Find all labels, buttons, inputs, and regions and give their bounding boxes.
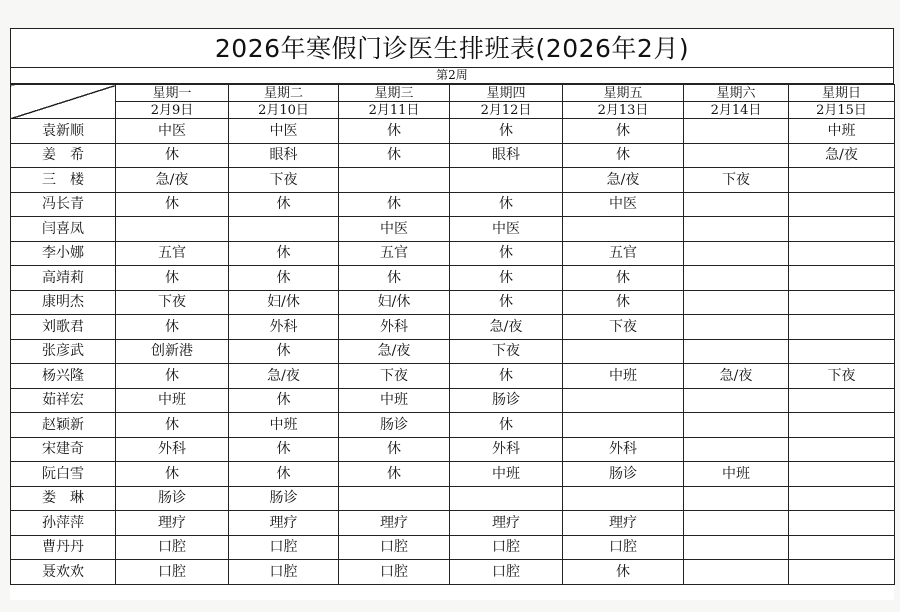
table-row (11, 560, 895, 585)
shift-cell (789, 388, 895, 413)
shift-cell (684, 486, 789, 511)
shift-cell: 外科 (563, 437, 684, 462)
shift-cell (684, 535, 789, 560)
shift-cell: 妇/休 (339, 290, 450, 315)
shift-cell (684, 511, 789, 536)
shift-cell: 休 (229, 462, 339, 487)
shift-cell: 急/夜 (789, 143, 895, 168)
shift-cell (563, 388, 684, 413)
shift-cell: 中班 (450, 462, 563, 487)
doctor-name: 孙萍萍 (11, 511, 116, 536)
shift-cell (684, 119, 789, 144)
shift-cell: 休 (229, 339, 339, 364)
shift-cell: 肠诊 (116, 486, 229, 511)
doctor-name: 杨兴隆 (11, 364, 116, 389)
shift-cell: 休 (450, 413, 563, 438)
shift-cell (563, 413, 684, 438)
table-row (11, 339, 895, 364)
shift-cell (789, 462, 895, 487)
shift-cell (684, 437, 789, 462)
shift-cell (563, 217, 684, 242)
shift-cell (339, 486, 450, 511)
doctor-name: 阮白雪 (11, 462, 116, 487)
weekday-header: 星期六 (684, 85, 789, 102)
table-row (11, 241, 895, 266)
shift-cell: 口腔 (229, 560, 339, 585)
shift-cell: 休 (450, 119, 563, 144)
shift-cell (684, 143, 789, 168)
weekday-header: 星期四 (450, 85, 563, 102)
shift-cell (789, 217, 895, 242)
shift-cell: 下夜 (789, 364, 895, 389)
shift-cell: 口腔 (563, 535, 684, 560)
shift-cell: 肠诊 (229, 486, 339, 511)
table-row (11, 486, 895, 511)
weekday-header: 星期日 (789, 85, 895, 102)
doctor-name: 聂欢欢 (11, 560, 116, 585)
shift-cell: 下夜 (684, 168, 789, 193)
shift-cell: 肠诊 (450, 388, 563, 413)
shift-cell: 中医 (116, 119, 229, 144)
shift-cell: 理疗 (229, 511, 339, 536)
corner-cell (11, 85, 116, 119)
shift-cell: 休 (229, 388, 339, 413)
shift-cell: 休 (563, 119, 684, 144)
shift-cell: 下夜 (229, 168, 339, 193)
shift-cell (116, 217, 229, 242)
table-row (11, 192, 895, 217)
shift-cell: 急/夜 (229, 364, 339, 389)
shift-cell: 休 (229, 437, 339, 462)
shift-cell (789, 511, 895, 536)
shift-cell: 五官 (339, 241, 450, 266)
shift-cell: 休 (450, 192, 563, 217)
shift-cell (684, 388, 789, 413)
shift-cell (563, 486, 684, 511)
doctor-name: 袁新顺 (11, 119, 116, 144)
shift-cell (789, 290, 895, 315)
shift-cell: 五官 (563, 241, 684, 266)
shift-cell: 口腔 (339, 535, 450, 560)
shift-cell: 下夜 (450, 339, 563, 364)
shift-cell (789, 266, 895, 291)
date-header: 2月14日 (684, 102, 789, 119)
table-row (11, 462, 895, 487)
weekday-header: 星期二 (229, 85, 339, 102)
shift-cell: 下夜 (563, 315, 684, 340)
shift-cell: 休 (563, 266, 684, 291)
shift-cell: 休 (229, 241, 339, 266)
doctor-name: 三 楼 (11, 168, 116, 193)
shift-cell: 中班 (229, 413, 339, 438)
shift-cell: 理疗 (450, 511, 563, 536)
doctor-name: 高靖莉 (11, 266, 116, 291)
shift-cell: 休 (116, 192, 229, 217)
shift-cell: 休 (339, 266, 450, 291)
date-header: 2月15日 (789, 102, 895, 119)
shift-cell (789, 437, 895, 462)
shift-cell: 休 (116, 143, 229, 168)
shift-cell (789, 339, 895, 364)
shift-cell: 休 (339, 437, 450, 462)
page-title: 2026年寒假门诊医生排班表(2026年2月) (10, 28, 894, 68)
doctor-name: 刘歌君 (11, 315, 116, 340)
shift-cell: 休 (450, 364, 563, 389)
shift-cell (229, 217, 339, 242)
shift-cell: 中班 (684, 462, 789, 487)
shift-cell (684, 413, 789, 438)
shift-cell: 理疗 (116, 511, 229, 536)
shift-cell: 中班 (563, 364, 684, 389)
table-row (11, 143, 895, 168)
shift-cell: 肠诊 (339, 413, 450, 438)
shift-cell: 休 (339, 192, 450, 217)
shift-cell: 休 (339, 462, 450, 487)
shift-cell: 休 (563, 290, 684, 315)
date-header: 2月10日 (229, 102, 339, 119)
shift-cell (684, 217, 789, 242)
doctor-name: 宋建奇 (11, 437, 116, 462)
table-row (11, 413, 895, 438)
shift-cell: 休 (339, 119, 450, 144)
date-header: 2月13日 (563, 102, 684, 119)
shift-cell: 休 (116, 266, 229, 291)
doctor-name: 康明杰 (11, 290, 116, 315)
table-row (11, 511, 895, 536)
week-label: 第2周 (10, 68, 894, 84)
shift-cell (450, 486, 563, 511)
shift-cell (789, 560, 895, 585)
shift-cell: 口腔 (229, 535, 339, 560)
shift-cell: 休 (116, 315, 229, 340)
shift-cell (450, 168, 563, 193)
shift-cell: 口腔 (116, 560, 229, 585)
doctor-name: 曹丹丹 (11, 535, 116, 560)
shift-cell: 口腔 (339, 560, 450, 585)
table-row (11, 388, 895, 413)
shift-cell (684, 266, 789, 291)
shift-cell (789, 168, 895, 193)
table-row (11, 315, 895, 340)
shift-cell: 急/夜 (116, 168, 229, 193)
table-row (11, 119, 895, 144)
weekday-header-row (11, 85, 895, 102)
shift-cell: 口腔 (450, 535, 563, 560)
shift-cell: 下夜 (339, 364, 450, 389)
shift-cell (789, 241, 895, 266)
shift-cell: 休 (450, 290, 563, 315)
doctor-name: 茹祥宏 (11, 388, 116, 413)
table-row (11, 168, 895, 193)
shift-cell: 中班 (116, 388, 229, 413)
shift-cell: 急/夜 (684, 364, 789, 389)
shift-cell: 中医 (450, 217, 563, 242)
shift-cell (789, 315, 895, 340)
shift-cell: 中班 (789, 119, 895, 144)
shift-cell (684, 339, 789, 364)
table-row (11, 535, 895, 560)
shift-cell: 妇/休 (229, 290, 339, 315)
shift-cell: 休 (116, 462, 229, 487)
table-row (11, 364, 895, 389)
doctor-name: 赵颖新 (11, 413, 116, 438)
shift-cell: 急/夜 (450, 315, 563, 340)
shift-cell: 外科 (229, 315, 339, 340)
shift-cell: 外科 (339, 315, 450, 340)
shift-cell: 五官 (116, 241, 229, 266)
shift-cell: 创新港 (116, 339, 229, 364)
shift-cell: 外科 (116, 437, 229, 462)
weekday-header: 星期一 (116, 85, 229, 102)
shift-cell: 急/夜 (563, 168, 684, 193)
shift-cell (684, 241, 789, 266)
doctor-name: 姜 希 (11, 143, 116, 168)
table-row (11, 290, 895, 315)
doctor-name: 张彦武 (11, 339, 116, 364)
shift-cell (684, 290, 789, 315)
table-row (11, 266, 895, 291)
schedule-sheet (10, 28, 894, 600)
shift-cell (789, 486, 895, 511)
table-row (11, 217, 895, 242)
shift-cell: 休 (563, 143, 684, 168)
shift-cell: 中班 (339, 388, 450, 413)
doctor-name: 冯长青 (11, 192, 116, 217)
shift-cell: 口腔 (116, 535, 229, 560)
shift-cell: 肠诊 (563, 462, 684, 487)
shift-cell: 下夜 (116, 290, 229, 315)
shift-cell (684, 192, 789, 217)
shift-cell: 眼科 (229, 143, 339, 168)
shift-cell: 外科 (450, 437, 563, 462)
shift-cell: 中医 (563, 192, 684, 217)
doctor-name: 李小娜 (11, 241, 116, 266)
shift-cell: 休 (450, 241, 563, 266)
shift-cell: 眼科 (450, 143, 563, 168)
weekday-header: 星期三 (339, 85, 450, 102)
shift-cell: 休 (563, 560, 684, 585)
shift-cell (789, 535, 895, 560)
doctor-name: 闫喜凤 (11, 217, 116, 242)
shift-cell: 中医 (339, 217, 450, 242)
shift-cell: 休 (229, 266, 339, 291)
date-header-row (11, 102, 895, 119)
shift-cell (684, 315, 789, 340)
date-header: 2月11日 (339, 102, 450, 119)
shift-cell: 休 (116, 364, 229, 389)
shift-cell (339, 168, 450, 193)
doctor-name: 娄 琳 (11, 486, 116, 511)
shift-cell: 休 (116, 413, 229, 438)
shift-cell (684, 560, 789, 585)
schedule-table (10, 84, 895, 585)
shift-cell (789, 192, 895, 217)
shift-cell: 理疗 (563, 511, 684, 536)
shift-cell: 休 (229, 192, 339, 217)
shift-cell: 休 (450, 266, 563, 291)
shift-cell (789, 413, 895, 438)
date-header: 2月12日 (450, 102, 563, 119)
date-header: 2月9日 (116, 102, 229, 119)
shift-cell: 中医 (229, 119, 339, 144)
shift-cell: 理疗 (339, 511, 450, 536)
shift-cell: 口腔 (450, 560, 563, 585)
weekday-header: 星期五 (563, 85, 684, 102)
shift-cell (563, 339, 684, 364)
table-row (11, 437, 895, 462)
shift-cell: 急/夜 (339, 339, 450, 364)
shift-cell: 休 (339, 143, 450, 168)
